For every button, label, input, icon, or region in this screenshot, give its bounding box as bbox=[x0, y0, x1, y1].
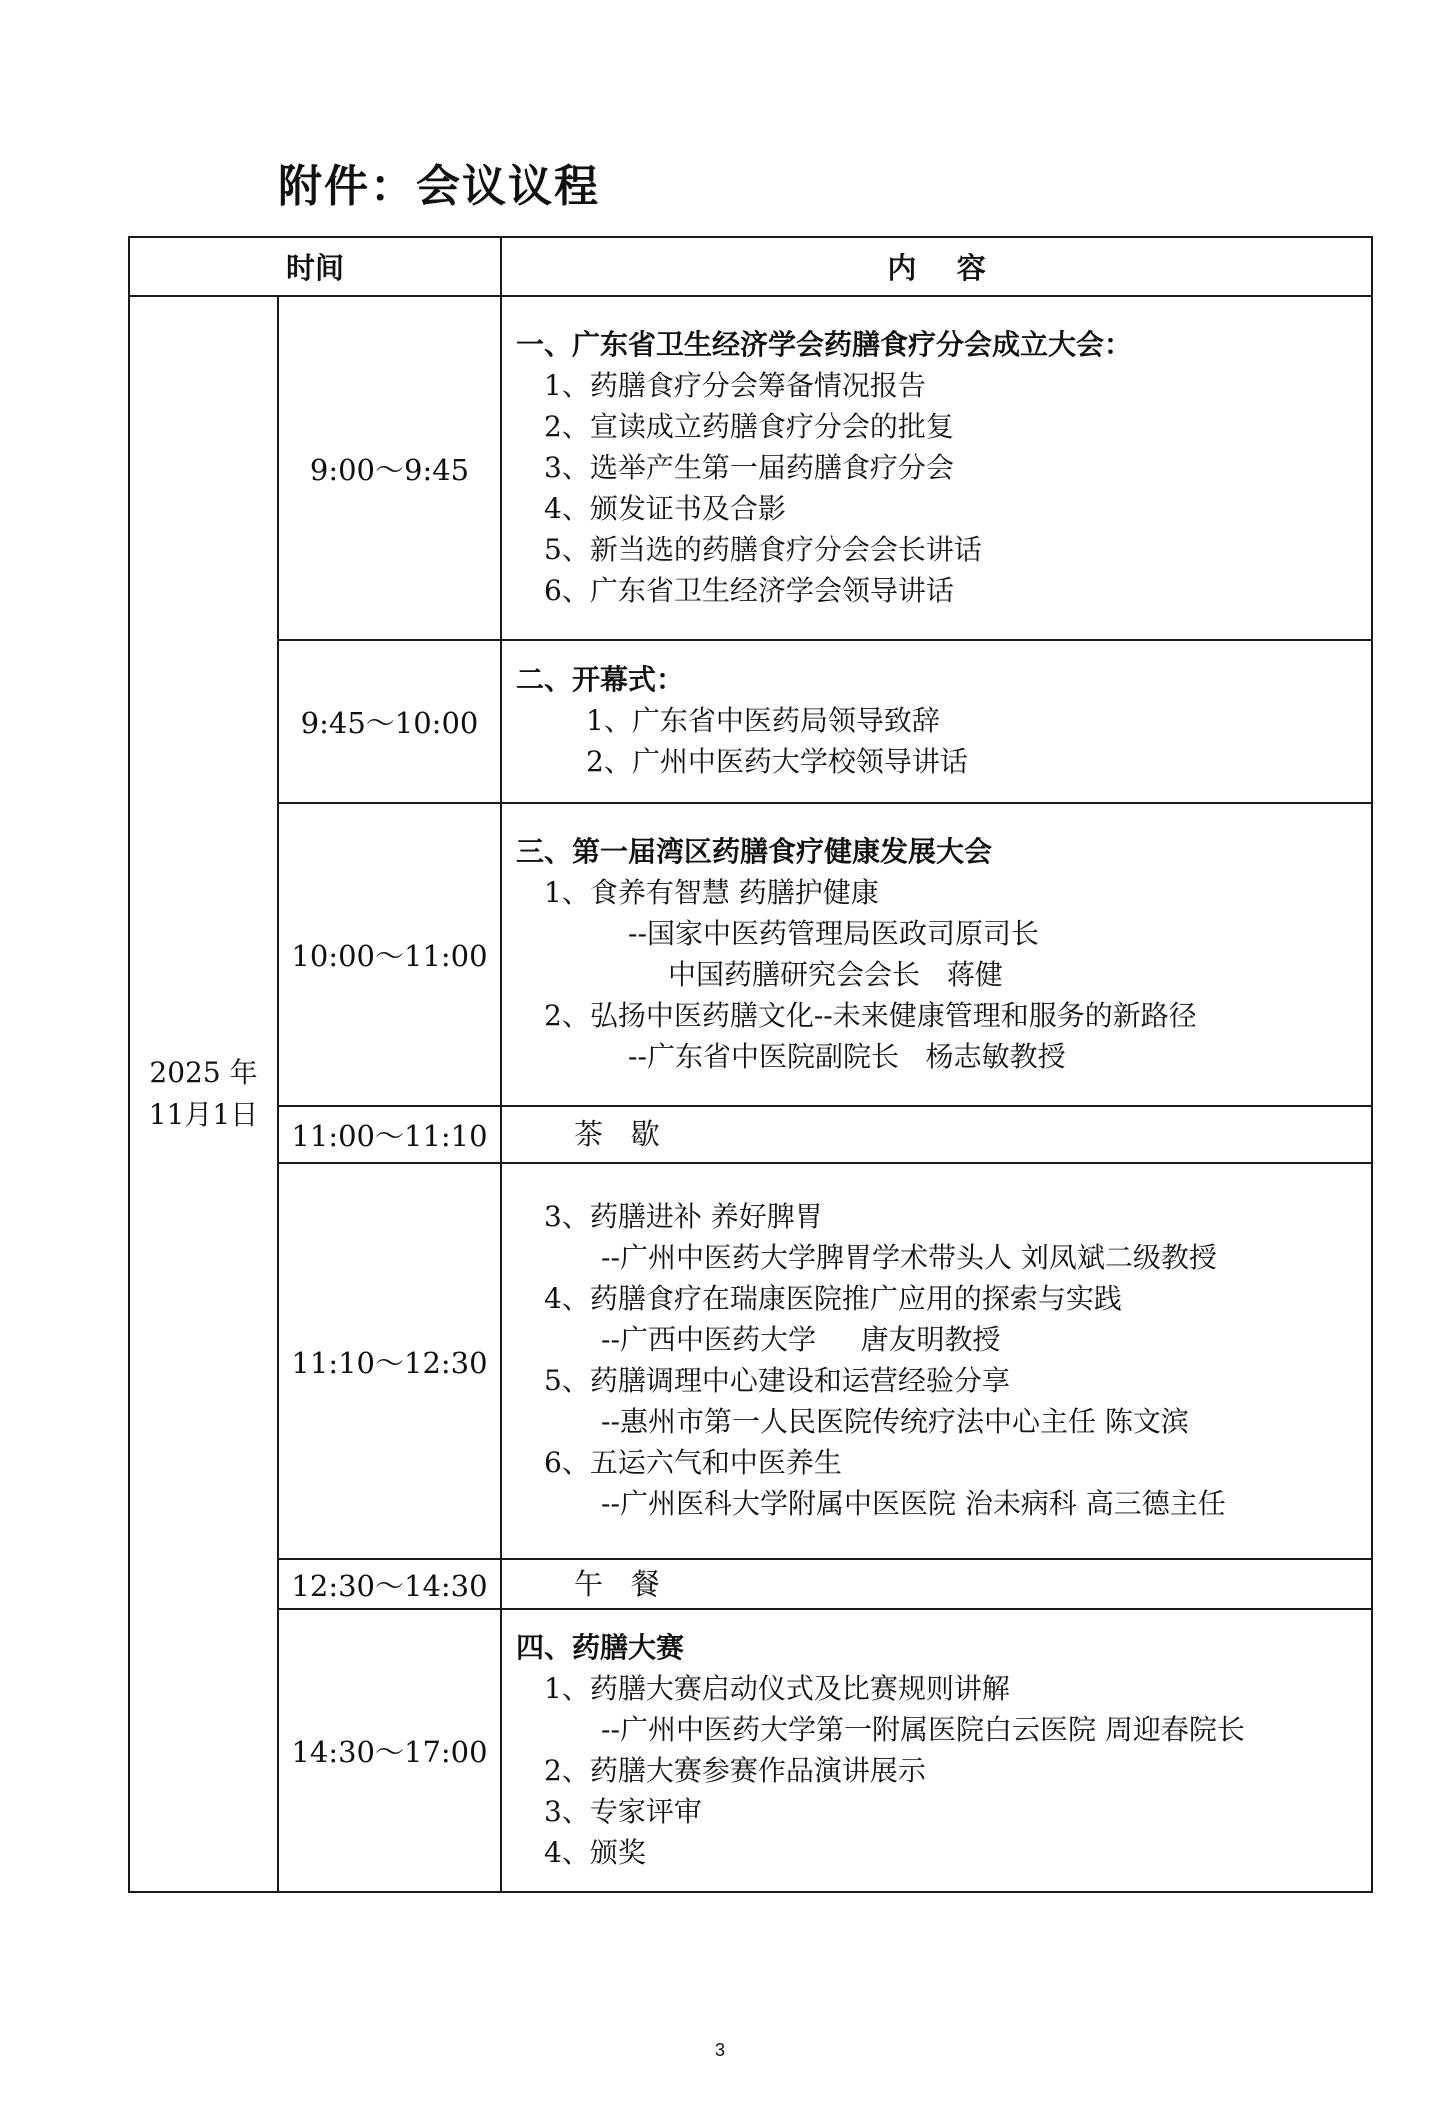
list-item: 2、弘扬中医药膳文化--未来健康管理和服务的新路径 bbox=[544, 998, 1197, 1032]
table-row bbox=[129, 1559, 1372, 1609]
agenda-table bbox=[128, 236, 1373, 1893]
table-row bbox=[129, 1609, 1372, 1892]
content-cell bbox=[501, 1609, 1372, 1892]
page-number: 3 bbox=[714, 2040, 725, 2060]
time-cell: 12:30～14:30 bbox=[278, 1559, 501, 1609]
list-item: 中国药膳研究会会长 蒋健 bbox=[668, 957, 1003, 991]
content-cell bbox=[501, 803, 1372, 1106]
content-cell bbox=[501, 296, 1372, 640]
time-cell: 9:45～10:00 bbox=[278, 640, 501, 803]
section-heading: 四、药膳大赛 bbox=[516, 1630, 685, 1664]
list-item: 1、药膳食疗分会筹备情况报告 bbox=[544, 368, 926, 402]
list-item: --广东省中医院副院长 杨志敏教授 bbox=[628, 1039, 1066, 1073]
break-label: 茶 歇 bbox=[501, 1106, 1372, 1163]
list-item: 1、食养有智慧 药膳护健康 bbox=[544, 875, 879, 909]
list-item: 6、广东省卫生经济学会领导讲话 bbox=[544, 573, 954, 607]
time-cell: 14:30～17:00 bbox=[278, 1609, 501, 1892]
section-heading: 一、广东省卫生经济学会药膳食疗分会成立大会： bbox=[516, 327, 1133, 361]
list-item: 2、广州中医药大学校领导讲话 bbox=[586, 745, 968, 778]
table-row bbox=[129, 296, 1372, 640]
lunch-label: 午 餐 bbox=[501, 1559, 1372, 1609]
list-item: 6、五运六气和中医养生 bbox=[544, 1446, 842, 1479]
section-heading: 三、第一届湾区药膳食疗健康发展大会 bbox=[516, 834, 993, 868]
list-item: 3、药膳进补 养好脾胃 bbox=[544, 1200, 823, 1233]
list-item: 1、药膳大赛启动仪式及比赛规则讲解 bbox=[544, 1671, 1010, 1705]
time-cell: 9:00～9:45 bbox=[278, 296, 501, 640]
list-item: --国家中医药管理局医政司原司长 bbox=[628, 916, 1039, 950]
date-cell bbox=[129, 296, 278, 1892]
page-title: 附件：会议议程 bbox=[278, 161, 600, 212]
list-item: 2、宣读成立药膳食疗分会的批复 bbox=[544, 409, 954, 443]
list-item: 5、新当选的药膳食疗分会会长讲话 bbox=[544, 532, 982, 566]
list-item: --惠州市第一人民医院传统疗法中心主任 陈文滨 bbox=[601, 1405, 1189, 1438]
table-row bbox=[129, 640, 1372, 803]
list-item: 4、颁发证书及合影 bbox=[544, 491, 786, 525]
list-item: 3、专家评审 bbox=[544, 1794, 702, 1828]
content-cell bbox=[501, 640, 1372, 803]
list-item: --广州医科大学附属中医医院 治未病科 高三德主任 bbox=[601, 1487, 1226, 1520]
table-row bbox=[129, 1106, 1372, 1163]
table-row bbox=[129, 1163, 1372, 1559]
list-item: --广西中医药大学 唐友明教授 bbox=[601, 1323, 1001, 1356]
header-time: 时间 bbox=[129, 237, 501, 296]
list-item: 3、选举产生第一届药膳食疗分会 bbox=[544, 450, 954, 484]
list-item: 5、药膳调理中心建设和运营经验分享 bbox=[544, 1364, 1010, 1397]
list-item: 4、颁奖 bbox=[544, 1835, 646, 1869]
list-item: --广州中医药大学第一附属医院白云医院 周迎春院长 bbox=[601, 1712, 1245, 1746]
header-content: 内 容 bbox=[501, 237, 1372, 296]
date-year: 2025 年 bbox=[149, 1056, 258, 1089]
table-header-row bbox=[129, 237, 1372, 296]
list-item: 1、广东省中医药局领导致辞 bbox=[586, 704, 940, 737]
time-cell: 10:00～11:00 bbox=[278, 803, 501, 1106]
content-cell bbox=[501, 1163, 1372, 1559]
list-item: 2、药膳大赛参赛作品演讲展示 bbox=[544, 1753, 926, 1787]
section-heading: 二、开幕式： bbox=[516, 663, 685, 696]
table-row bbox=[129, 803, 1372, 1106]
list-item: --广州中医药大学脾胃学术带头人 刘凤斌二级教授 bbox=[601, 1241, 1217, 1274]
date-day: 11月1日 bbox=[148, 1098, 259, 1131]
list-item: 4、药膳食疗在瑞康医院推广应用的探索与实践 bbox=[544, 1282, 1122, 1315]
time-cell: 11:10～12:30 bbox=[278, 1163, 501, 1559]
time-cell: 11:00～11:10 bbox=[278, 1106, 501, 1163]
